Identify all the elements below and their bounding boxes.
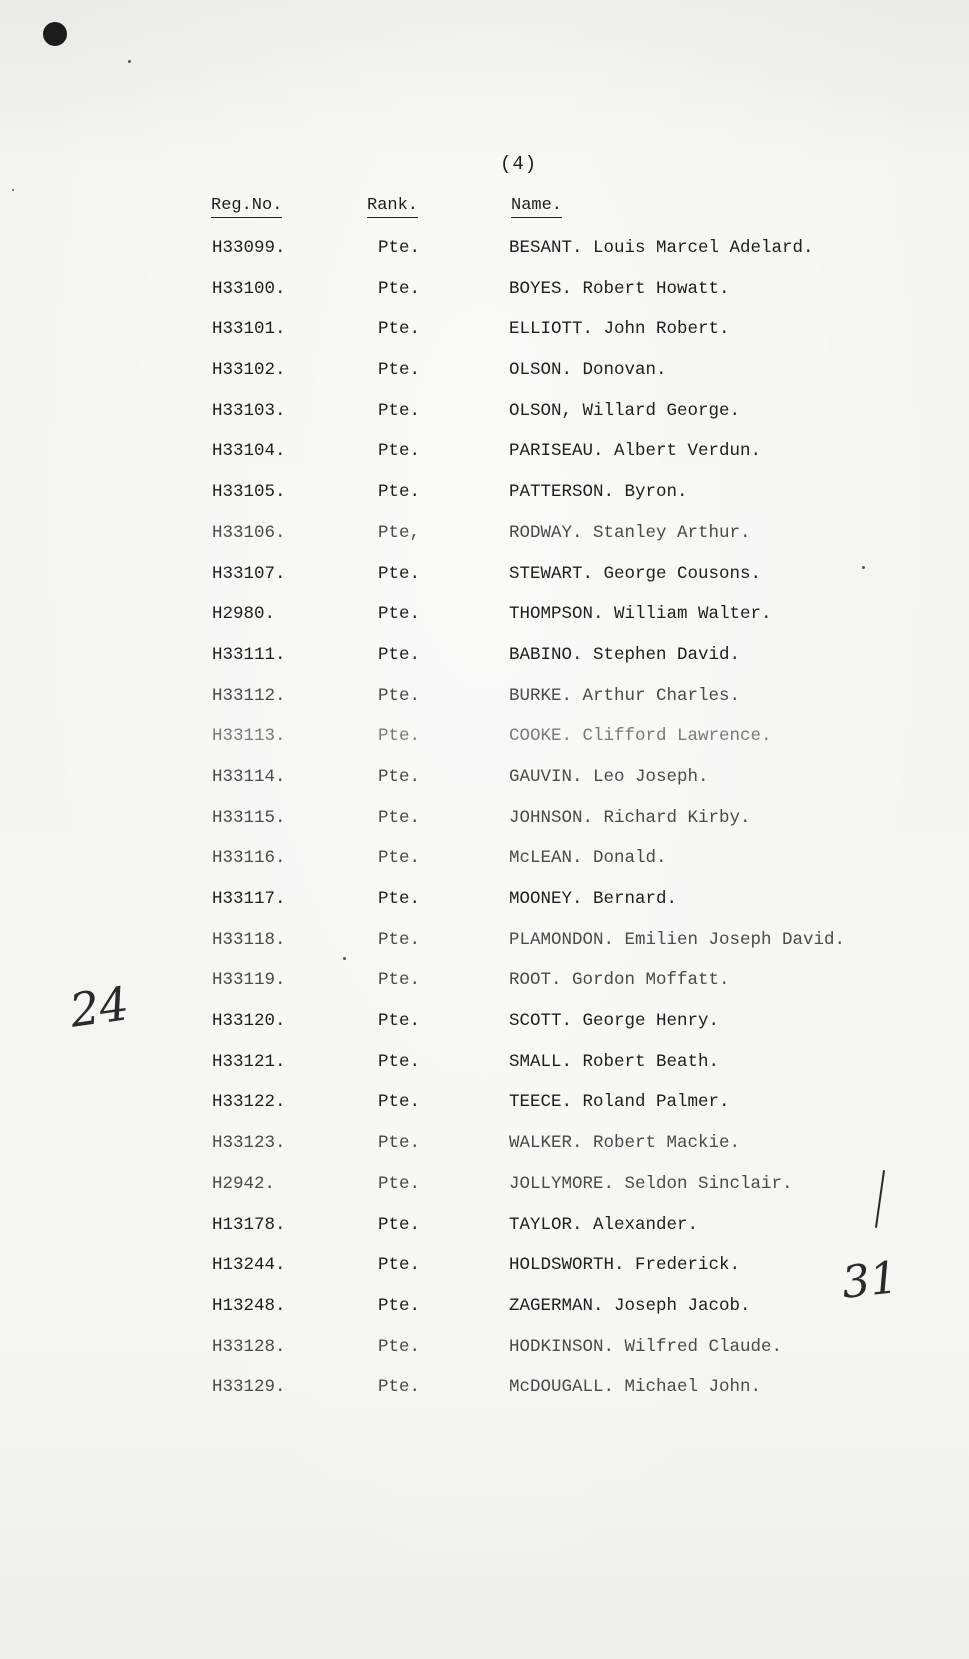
reg-no: H33123.	[212, 1133, 286, 1154]
rank: Pte.	[378, 1173, 421, 1194]
roster-row	[0, 765, 969, 806]
roster-row	[0, 317, 969, 358]
rank: Pte.	[378, 482, 421, 503]
roster-row	[0, 1253, 969, 1294]
soldier-name: GAUVIN. Leo Joseph.	[509, 766, 709, 787]
roster-row	[0, 1009, 969, 1050]
reg-no: H13248.	[212, 1295, 286, 1316]
header-name: Name.	[511, 196, 562, 218]
rank: Pte.	[378, 1051, 421, 1072]
roster-row	[0, 358, 969, 399]
reg-no: H33112.	[212, 685, 286, 706]
reg-no: H33116.	[212, 848, 286, 869]
reg-no: H33101.	[212, 319, 286, 340]
rank: Pte.	[378, 1295, 421, 1316]
reg-no: H33104.	[212, 441, 286, 462]
reg-no: H33115.	[212, 807, 286, 828]
rank: Pte.	[378, 970, 421, 991]
rank: Pte.	[378, 644, 421, 665]
rank: Pte,	[378, 522, 421, 543]
soldier-name: BURKE. Arthur Charles.	[509, 685, 741, 706]
soldier-name: ZAGERMAN. Joseph Jacob.	[509, 1295, 751, 1316]
roster-row	[0, 1131, 969, 1172]
reg-no: H33128.	[212, 1336, 286, 1357]
soldier-name: PLAMONDON. Emilien Joseph David.	[509, 929, 846, 950]
roster-row	[0, 643, 969, 684]
reg-no: H33106.	[212, 522, 286, 543]
reg-no: H33099.	[212, 238, 286, 258]
rank: Pte.	[378, 848, 421, 869]
reg-no: H33113.	[212, 726, 286, 747]
roster-row	[0, 1050, 969, 1091]
roster-row	[0, 1172, 969, 1213]
rank: Pte.	[378, 1255, 421, 1276]
reg-no: H33111.	[212, 644, 286, 665]
reg-no: H2980.	[212, 604, 276, 625]
reg-no: H33103.	[212, 400, 286, 421]
rank: Pte.	[378, 929, 421, 950]
rank: Pte.	[378, 685, 421, 706]
soldier-name: RODWAY. Stanley Arthur.	[509, 522, 751, 543]
roster-row	[0, 521, 969, 562]
roster-row	[0, 684, 969, 725]
reg-no: H33129.	[212, 1377, 286, 1398]
reg-no: H33105.	[212, 482, 286, 503]
paper-speck	[128, 60, 131, 63]
roster-row	[0, 968, 969, 1009]
rank: Pte.	[378, 1092, 421, 1113]
roster-row	[0, 806, 969, 847]
roster-row	[0, 562, 969, 603]
rank: Pte.	[378, 726, 421, 747]
roster-row	[0, 1294, 969, 1335]
rank: Pte.	[378, 1011, 421, 1032]
reg-no: H2942.	[212, 1173, 276, 1194]
soldier-name: PARISEAU. Albert Verdun.	[509, 441, 762, 462]
roster-row	[0, 724, 969, 765]
roster-row	[0, 1090, 969, 1131]
rank: Pte.	[378, 319, 421, 340]
roster-row	[0, 1213, 969, 1254]
soldier-name: ELLIOTT. John Robert.	[509, 319, 730, 340]
rank: Pte.	[378, 1133, 421, 1154]
reg-no: H13244.	[212, 1255, 286, 1276]
soldier-name: STEWART. George Cousons.	[509, 563, 762, 584]
soldier-name: BABINO. Stephen David.	[509, 644, 741, 665]
roster-row	[0, 846, 969, 887]
rank: Pte.	[378, 1214, 421, 1235]
rank: Pte.	[378, 604, 421, 625]
paper-speck	[343, 957, 346, 960]
header-rank: Rank.	[367, 196, 418, 218]
soldier-name: McLEAN. Donald.	[509, 848, 667, 869]
roster-row	[0, 1335, 969, 1376]
reg-no: H33118.	[212, 929, 286, 950]
reg-no: H33117.	[212, 889, 286, 909]
roster-row	[0, 236, 969, 277]
soldier-name: BESANT. Louis Marcel Adelard.	[509, 238, 814, 258]
reg-no: H33100.	[212, 278, 286, 299]
rank: Pte.	[378, 766, 421, 787]
soldier-name: OLSON, Willard George.	[509, 400, 741, 421]
rank: Pte.	[378, 238, 421, 258]
roster-list	[0, 236, 969, 1416]
soldier-name: OLSON. Donovan.	[509, 360, 667, 381]
punch-hole	[43, 22, 67, 46]
reg-no: H33107.	[212, 563, 286, 584]
soldier-name: WALKER. Robert Mackie.	[509, 1133, 741, 1154]
roster-row	[0, 439, 969, 480]
header-reg-no: Reg.No.	[211, 196, 282, 218]
roster-row	[0, 277, 969, 318]
reg-no: H33102.	[212, 360, 286, 381]
soldier-name: HOLDSWORTH. Frederick.	[509, 1255, 741, 1276]
reg-no: H33122.	[212, 1092, 286, 1113]
roster-row	[0, 887, 969, 928]
reg-no: H33119.	[212, 970, 286, 991]
page-number: (4)	[500, 153, 538, 175]
reg-no: H33114.	[212, 766, 286, 787]
rank: Pte.	[378, 278, 421, 299]
soldier-name: HODKINSON. Wilfred Claude.	[509, 1336, 783, 1357]
soldier-name: MOONEY. Bernard.	[509, 889, 678, 909]
soldier-name: BOYES. Robert Howatt.	[509, 278, 730, 299]
soldier-name: ROOT. Gordon Moffatt.	[509, 970, 730, 991]
rank: Pte.	[378, 807, 421, 828]
rank: Pte.	[378, 441, 421, 462]
soldier-name: TEECE. Roland Palmer.	[509, 1092, 730, 1113]
paper-speck	[12, 189, 14, 191]
reg-no: H13178.	[212, 1214, 286, 1235]
handwritten-annotation-right: 31	[839, 1252, 901, 1309]
reg-no: H33120.	[212, 1011, 286, 1032]
rank: Pte.	[378, 360, 421, 381]
reg-no: H33121.	[212, 1051, 286, 1072]
soldier-name: McDOUGALL. Michael John.	[509, 1377, 762, 1398]
soldier-name: COOKE. Clifford Lawrence.	[509, 726, 772, 747]
roster-row	[0, 480, 969, 521]
rank: Pte.	[378, 889, 421, 909]
roster-row	[0, 928, 969, 969]
soldier-name: SMALL. Robert Beath.	[509, 1051, 720, 1072]
rank: Pte.	[378, 1336, 421, 1357]
handwritten-annotation-left: 24	[66, 976, 133, 1038]
soldier-name: JOLLYMORE. Seldon Sinclair.	[509, 1173, 793, 1194]
roster-row	[0, 602, 969, 643]
rank: Pte.	[378, 1377, 421, 1398]
soldier-name: THOMPSON. William Walter.	[509, 604, 772, 625]
soldier-name: PATTERSON. Byron.	[509, 482, 688, 503]
rank: Pte.	[378, 400, 421, 421]
soldier-name: TAYLOR. Alexander.	[509, 1214, 699, 1235]
roster-row	[0, 1375, 969, 1416]
paper-speck	[862, 566, 865, 569]
soldier-name: SCOTT. George Henry.	[509, 1011, 720, 1032]
rank: Pte.	[378, 563, 421, 584]
soldier-name: JOHNSON. Richard Kirby.	[509, 807, 751, 828]
roster-row	[0, 399, 969, 440]
